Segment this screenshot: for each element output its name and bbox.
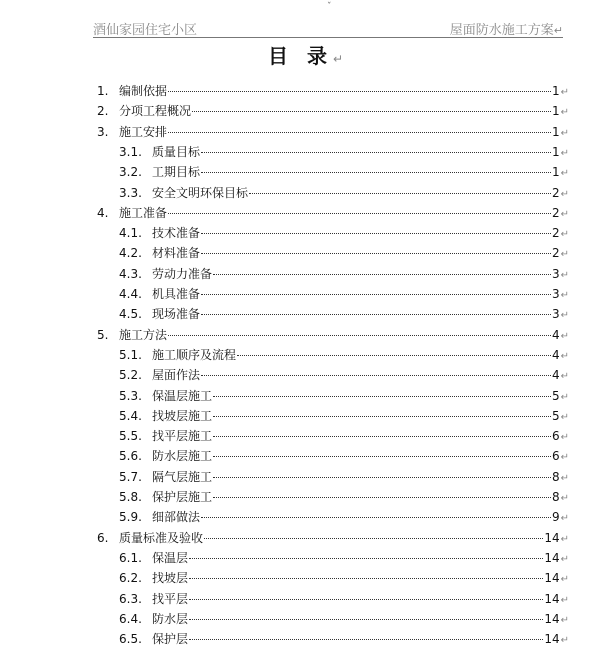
toc-entry-page-number: 4 bbox=[551, 327, 560, 342]
return-mark-icon: ↵ bbox=[560, 310, 569, 322]
toc-entry-page-number: 9 bbox=[551, 510, 560, 525]
toc-dot-leader bbox=[213, 274, 551, 275]
toc-entry[interactable] bbox=[119, 365, 569, 385]
toc-entry-number: 6.2. bbox=[119, 571, 142, 586]
toc-entry-number: 5.2. bbox=[119, 368, 142, 383]
toc-entry[interactable] bbox=[119, 629, 569, 649]
toc-entry[interactable] bbox=[119, 507, 569, 527]
toc-entry-label: 安全文明环保目标 bbox=[152, 185, 249, 200]
toc-entry-page-number: 14 bbox=[544, 530, 560, 545]
return-mark-icon: ↵ bbox=[560, 513, 569, 525]
toc-entry-number: 5. bbox=[97, 327, 109, 342]
toc-dot-leader bbox=[189, 619, 543, 620]
toc-entry-label: 找坡层 bbox=[152, 571, 189, 586]
toc-entry-label: 防水层 bbox=[152, 611, 189, 626]
toc-entry-label: 劳动力准备 bbox=[152, 266, 213, 281]
toc-entry-page-number: 14 bbox=[544, 550, 560, 565]
toc-dot-leader bbox=[204, 538, 543, 539]
toc-entry[interactable] bbox=[119, 568, 569, 588]
toc-entry-label: 质量标准及验收 bbox=[119, 530, 204, 545]
toc-entry[interactable] bbox=[119, 304, 569, 324]
toc-entry[interactable] bbox=[97, 203, 569, 223]
toc-entry-label: 编制依据 bbox=[119, 84, 168, 98]
toc-dot-leader bbox=[201, 314, 551, 315]
toc-dot-leader bbox=[168, 335, 551, 336]
toc-entry-number: 6. bbox=[97, 530, 109, 545]
toc-title bbox=[0, 40, 611, 69]
toc-entry[interactable] bbox=[97, 101, 569, 121]
toc-dot-leader bbox=[168, 132, 551, 133]
toc-entry-label: 现场准备 bbox=[152, 307, 201, 322]
toc-entry-number: 4.5. bbox=[119, 307, 142, 322]
toc-entry-label: 工期目标 bbox=[152, 165, 201, 180]
return-mark-icon: ↵ bbox=[560, 229, 569, 241]
toc-dot-leader bbox=[201, 517, 551, 518]
toc-entry-number: 5.6. bbox=[119, 449, 142, 464]
toc-entry-label: 施工准备 bbox=[119, 205, 168, 220]
return-mark-icon: ↵ bbox=[560, 350, 569, 362]
toc-entry[interactable] bbox=[119, 345, 569, 365]
top-mark: ˇ bbox=[327, 2, 332, 12]
toc-entry-page-number: 14 bbox=[544, 611, 560, 626]
toc-entry-page-number: 14 bbox=[544, 571, 560, 586]
toc-entry[interactable] bbox=[119, 446, 569, 466]
toc-entry-page-number: 2 bbox=[551, 205, 560, 220]
toc-dot-leader bbox=[213, 456, 551, 457]
toc-entry[interactable] bbox=[119, 243, 569, 263]
toc-entry-number: 4.4. bbox=[119, 287, 142, 301]
toc-entry-page-number: 2 bbox=[551, 185, 560, 200]
toc-entry[interactable] bbox=[119, 406, 569, 426]
toc-entry[interactable] bbox=[97, 528, 569, 548]
toc-entry-number: 5.3. bbox=[119, 388, 142, 403]
toc-entry-label: 找平层 bbox=[152, 591, 189, 606]
return-mark-icon: ↵ bbox=[560, 594, 569, 606]
toc-entry-page-number: 4 bbox=[551, 347, 560, 362]
toc-entry-label: 保护层 bbox=[152, 632, 189, 647]
toc-entry-number: 6.3. bbox=[119, 591, 142, 606]
toc-entry-number: 5.9. bbox=[119, 510, 142, 525]
toc-entry-page-number: 14 bbox=[544, 591, 560, 606]
return-mark-icon: ↵ bbox=[560, 249, 569, 261]
return-mark-icon: ↵ bbox=[560, 553, 569, 565]
toc-entry-label: 施工方法 bbox=[119, 327, 168, 342]
toc-entry-number: 4. bbox=[97, 205, 109, 220]
toc-entry-page-number: 3 bbox=[551, 287, 560, 301]
toc-entry-label: 施工顺序及流程 bbox=[152, 347, 237, 362]
toc-dot-leader bbox=[168, 213, 551, 214]
toc-entry-label: 防水层施工 bbox=[152, 449, 213, 464]
toc-dot-leader bbox=[189, 578, 543, 579]
toc-dot-leader bbox=[213, 497, 551, 498]
toc-dot-leader bbox=[237, 355, 551, 356]
toc-dot-leader bbox=[192, 111, 551, 112]
return-mark-icon: ↵ bbox=[553, 24, 563, 37]
return-mark-icon: ↵ bbox=[560, 411, 569, 423]
toc-entry-page-number: 3 bbox=[551, 266, 560, 281]
toc-entry[interactable] bbox=[119, 609, 569, 629]
toc-dot-leader bbox=[168, 91, 551, 92]
toc-entry-page-number: 4 bbox=[551, 368, 560, 383]
return-mark-icon: ↵ bbox=[560, 269, 569, 281]
toc-dot-leader bbox=[213, 416, 551, 417]
toc-entry-label: 施工安排 bbox=[119, 124, 168, 139]
toc-entry-page-number: 1 bbox=[551, 84, 560, 98]
toc-entry[interactable] bbox=[119, 264, 569, 284]
toc-dot-leader bbox=[213, 436, 551, 437]
return-mark-icon: ↵ bbox=[560, 147, 569, 159]
toc-entry[interactable] bbox=[119, 487, 569, 507]
toc-entry-number: 6.1. bbox=[119, 550, 142, 565]
toc-entry-label: 技术准备 bbox=[152, 226, 201, 241]
toc-entry-number: 3.1. bbox=[119, 144, 142, 159]
return-mark-icon: ↵ bbox=[560, 574, 569, 586]
return-mark-icon: ↵ bbox=[560, 533, 569, 545]
toc-entry-number: 1. bbox=[97, 84, 109, 98]
toc-entry[interactable] bbox=[97, 325, 569, 345]
toc-entry-label: 材料准备 bbox=[152, 246, 201, 261]
toc-entry[interactable] bbox=[97, 81, 569, 101]
return-mark-icon: ↵ bbox=[560, 371, 569, 383]
toc-entry-number: 5.4. bbox=[119, 408, 142, 423]
toc-title-text: 目 录 bbox=[267, 44, 333, 68]
toc-entry-page-number: 2 bbox=[551, 246, 560, 261]
toc-entry-page-number: 1 bbox=[551, 165, 560, 180]
toc-entry-page-number: 1 bbox=[551, 144, 560, 159]
toc-entry[interactable] bbox=[119, 548, 569, 568]
toc-entry-number: 5.5. bbox=[119, 429, 142, 444]
toc-entry-page-number: 14 bbox=[544, 632, 560, 647]
toc-entry-label: 质量目标 bbox=[152, 144, 201, 159]
return-mark-icon: ↵ bbox=[560, 107, 569, 119]
toc-entry[interactable] bbox=[119, 426, 569, 446]
return-mark-icon: ↵ bbox=[560, 168, 569, 180]
return-mark-icon: ↵ bbox=[560, 391, 569, 403]
toc-dot-leader bbox=[201, 375, 551, 376]
toc-entry-number: 4.2. bbox=[119, 246, 142, 261]
toc-entry-label: 保护层施工 bbox=[152, 490, 213, 504]
toc-entry-number: 3.3. bbox=[119, 185, 142, 200]
toc-entry-page-number: 6 bbox=[551, 449, 560, 464]
return-mark-icon: ↵ bbox=[332, 52, 344, 66]
toc-dot-leader bbox=[201, 253, 551, 254]
toc-dot-leader bbox=[189, 558, 543, 559]
toc-entry[interactable] bbox=[119, 183, 569, 203]
return-mark-icon: ↵ bbox=[560, 87, 569, 98]
toc-entry[interactable] bbox=[119, 223, 569, 243]
toc-dot-leader bbox=[201, 172, 551, 173]
toc-entry-number: 3. bbox=[97, 124, 109, 139]
toc-entry[interactable] bbox=[119, 142, 569, 162]
return-mark-icon: ↵ bbox=[560, 452, 569, 464]
header-doc-title bbox=[450, 19, 563, 38]
toc-entry-page-number: 5 bbox=[551, 388, 560, 403]
toc-entry-page-number: 6 bbox=[551, 429, 560, 444]
return-mark-icon: ↵ bbox=[560, 432, 569, 444]
toc-entry-label: 找坡层施工 bbox=[152, 408, 213, 423]
toc-entry-label: 保温层施工 bbox=[152, 388, 213, 403]
page-header bbox=[93, 17, 563, 38]
toc-entry-label: 屋面作法 bbox=[152, 368, 201, 383]
toc-entry-label: 分项工程概况 bbox=[119, 104, 192, 119]
toc-dot-leader bbox=[201, 233, 551, 234]
return-mark-icon: ↵ bbox=[560, 290, 569, 301]
toc-dot-leader bbox=[189, 599, 543, 600]
toc-entry-page-number: 3 bbox=[551, 307, 560, 322]
toc-dot-leader bbox=[213, 396, 551, 397]
return-mark-icon: ↵ bbox=[560, 208, 569, 220]
toc-entry-number: 5.7. bbox=[119, 469, 142, 484]
toc-entry[interactable] bbox=[119, 589, 569, 609]
return-mark-icon: ↵ bbox=[560, 493, 569, 504]
toc-entry-page-number: 8 bbox=[551, 490, 560, 504]
header-project-name: 酒仙家园住宅小区 bbox=[93, 23, 198, 38]
toc-entry-number: 4.3. bbox=[119, 266, 142, 281]
toc-entry[interactable] bbox=[119, 162, 569, 182]
toc-dot-leader bbox=[189, 639, 543, 640]
toc-entry-number: 5.8. bbox=[119, 490, 142, 504]
toc-entry-page-number: 2 bbox=[551, 226, 560, 241]
toc-entry-number: 5.1. bbox=[119, 347, 142, 362]
toc-entry-label: 找平层施工 bbox=[152, 429, 213, 444]
toc-dot-leader bbox=[201, 152, 551, 153]
toc-entry-label: 保温层 bbox=[152, 550, 189, 565]
toc-entry-number: 2. bbox=[97, 104, 109, 119]
toc-entry-number: 6.4. bbox=[119, 611, 142, 626]
toc-entry[interactable] bbox=[119, 467, 569, 487]
toc-entry-page-number: 1 bbox=[551, 104, 560, 119]
header-doc-title-text: 屋面防水施工方案 bbox=[449, 23, 554, 38]
toc-entry[interactable] bbox=[119, 284, 569, 304]
return-mark-icon: ↵ bbox=[560, 472, 569, 484]
return-mark-icon: ↵ bbox=[560, 635, 569, 647]
return-mark-icon: ↵ bbox=[560, 330, 569, 342]
toc-entry-page-number: 5 bbox=[551, 408, 560, 423]
toc-dot-leader bbox=[201, 294, 551, 295]
toc-entry-number: 6.5. bbox=[119, 632, 142, 647]
toc-entry-number: 4.1. bbox=[119, 226, 142, 241]
toc-dot-leader bbox=[213, 477, 551, 478]
toc-entry-label: 机具准备 bbox=[152, 287, 201, 301]
toc-entry-page-number: 1 bbox=[551, 124, 560, 139]
toc-entry[interactable] bbox=[119, 386, 569, 406]
toc-entry-number: 3.2. bbox=[119, 165, 142, 180]
toc-entry[interactable] bbox=[97, 122, 569, 142]
toc-entry-label: 隔气层施工 bbox=[152, 469, 213, 484]
toc-entry-label: 细部做法 bbox=[152, 510, 201, 525]
return-mark-icon: ↵ bbox=[560, 188, 569, 200]
toc-entry-page-number: 8 bbox=[551, 469, 560, 484]
return-mark-icon: ↵ bbox=[560, 614, 569, 626]
return-mark-icon: ↵ bbox=[560, 127, 569, 139]
toc-dot-leader bbox=[249, 193, 551, 194]
